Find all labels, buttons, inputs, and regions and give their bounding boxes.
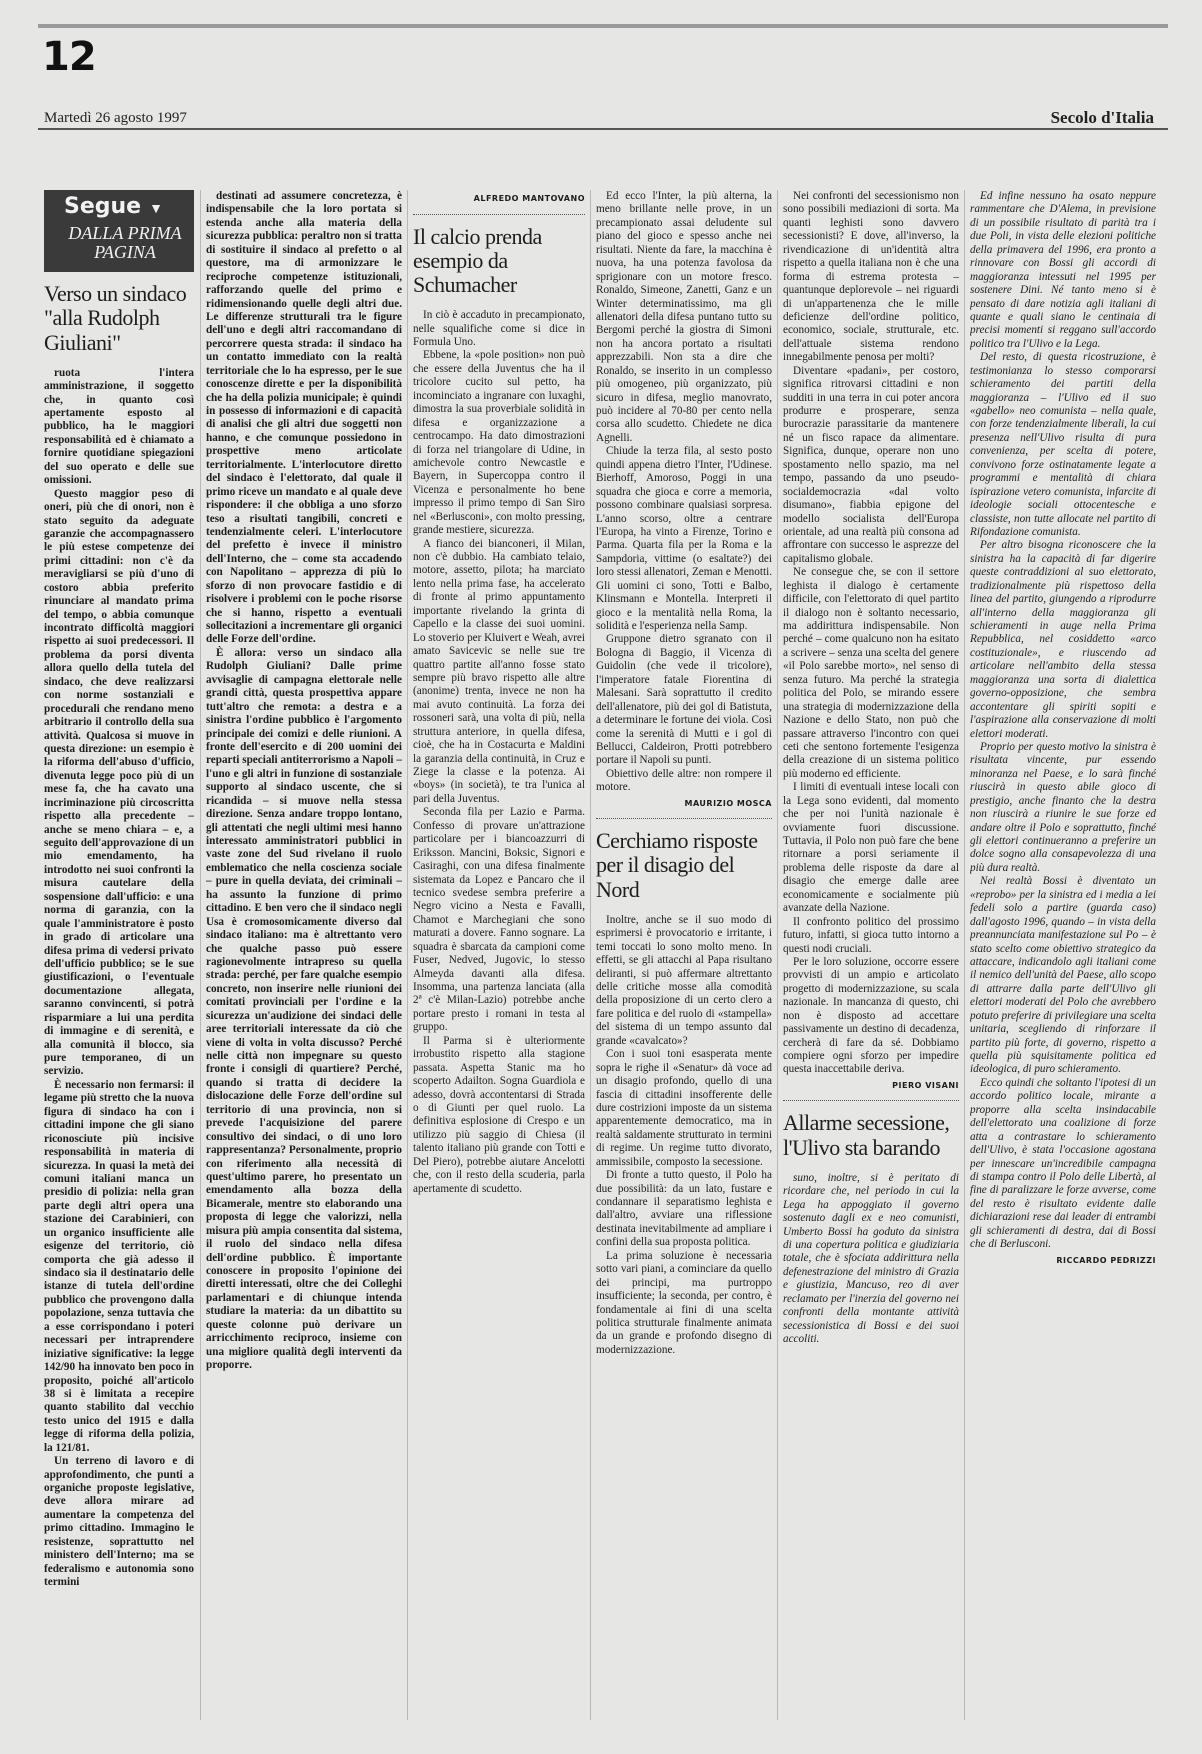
column-divider	[200, 190, 201, 1720]
article4-paragraph: Nei realtà Bossi è diventato un «reprobo» per la sinistra ed i media a lei fedeli solo a partire (guarda caso) dall'agosto 1996, quando – in vista della preannunciata manifestazione sul Po – è stato scelto come obiettivo strategico da attaccare, indicandolo agli italiani come il nemico dell'unità del Paese, allo scopo di attrarre dalla parte dell'Ulivo gli elettori moderati del Polo che avrebbero potuto preferire di privilegiare una scelta unitaria, scegliendo di rinforzare il partito più forte, di governo, rispetto a quella più squisitamente politica ed ideologica, di puro schieramento.	[970, 875, 1156, 1076]
article3-paragraph: Di fronte a tutto questo, il Polo ha due possibilità: da un lato, fustare e condannare il separatismo leghista e dall'altro, avviare una riflessione destinata inevitabilmente ad ampliare i confini della sua proposta politica.	[596, 1169, 772, 1249]
article2-paragraph: Chiude la terza fila, al sesto posto quindi appena dietro l'Inter, l'Udinese. Bierhoff, Amoroso, Poggi in una squadra che gioca e corre a memoria, possono combinare qualsiasi sorpresa. L'anno scorso, oltre a centrare l'Europa, ha vinto a Firenze, Torino e Parma. Quarta fila per la Roma e la Sampdoria, vittime (o esaltate?) dei loro stessi allenatori, Zeman e Menotti. Gli uomini ci sono, Totti e Balbo, Klinsmann e Montella. Interpreti il gioco e la mentalità nella Roma, la solidità e l'esperienza nella Samp.	[596, 445, 772, 632]
issue-date: Martedì 26 agosto 1997	[44, 110, 187, 126]
article2-paragraph: Ebbene, la «pole position» non può che essere della Juventus che ha il tricolore cucito sul petto, ha incominciato a ingranare con luxaghi, dimostra la sua proverbiale solidità in difesa e organizzazione a centrocampo. Ha dato dimostrazioni di forza nel triangolare di Udine, in amichevole contro Newcastle e Bayern, in Supercoppa contro il Vicenza e personalmente ho bene impresso il primo tempo di San Siro nel «Berlusconi», con molto pressing, grande mestiere, sicurezza.	[413, 349, 585, 537]
article2-paragraph: In ciò è accaduto in precampionato, nelle squalifiche come si dice in Formula Uno.	[413, 309, 585, 349]
article1-paragraph: È allora: verso un sindaco alla Rudolph Giuliani? Dalle prime avvisaglie di campagna elettorale nelle grandi città, questa prospettiva appare tutt'altro che remota: a destra e a sinistra l'ordine pubblico è l'argomento principale dei comizi e delle riunioni. A fronte dell'esercito e di 200 uomini dei reparti speciali antiterrorismo a Napoli – l'uno e gli altri in funzione di sostanziale supporto al sindaco uscente, che si ricandida – si muove nella stessa direzione. Senza andare troppo lontano, gli attentati che negli ultimi mesi hanno interessato amministratori pubblici in vaste zone del Sud rivelano il ruolo emblematico che nella coscienza sociale – pure in quella deviata, dei criminali – ha assunto la funzione di primo cittadino. E ben vero che il sindaco negli Usa è cromosomicamente diverso dal sindaco italiano: ma è altrettanto vero che qualche passo può essere ragionevolmente intrapreso su quella strada: perché, per fare qualche esempio concreto, non inserire nelle riunioni dei comitati provinciali per l'ordine e la sicurezza un'audizione dei sindaci delle aree territoriali interessate da ciò che viene di volta in volta discusso? Perché nelle città non impegnare su questo fronte i consigli di quartiere? Perché, quando si tratta di decidere la dislocazione delle Forze dell'ordine sul territorio di una provincia, non si prevede l'acquisizione del parere consultivo dei sindaci, o di uno loro rappresentanza? Personalmente, proprio con riferimento alla necessità di quest'ultimo parere, ho presentato un emendamento alla bozza della Bicamerale, mentre sto elaborando una proposta di legge che valorizzi, nella misura più ampia consentita dal sistema, il ruolo del sindaco nella difesa dell'ordine pubblico. È importante conoscere in proposito l'opinione dei diretti interessati, oltre che dei Colleghi parlamentari e di chiunque intenda studiare la materia: da un dibattito su queste colonne può derivare un arricchimento reciproco, insieme con una migliore qualità degli interventi da proporre.	[206, 646, 402, 1372]
article3-paragraph: La prima soluzione è necessaria sotto vari piani, a cominciare da quello dei principi, ma purtroppo insufficiente; la seconda, per contro, è fondamentale ai fini di una scelta politica strutturale finalmente animata da un grande e profondo disegno di modernizzazione.	[596, 1249, 772, 1356]
segue-box	[44, 190, 194, 272]
header-rule	[38, 128, 1168, 130]
article3-headline: Cerchiamo risposte per il disagio del Nord	[596, 828, 758, 902]
article4-paragraph: Ed infine nessuno ha osato neppure rammentare che D'Alema, in previsione di un possibile risultato di parità tra i due Poli, in vista delle elezioni politiche della primavera del 1996, era pronto a rinnovare con Bossi gli accordi di maggioranza intessuti nel 1995 per sostenere Dini. Né tanto meno si è pensato di dare notizia agli italiani di quante e quali siano le centinaia di precisi momenti si reggano sull'accordo politico tra l'Ulivo e la Lega.	[970, 190, 1156, 350]
article2-paragraph: Ed ecco l'Inter, la più alterna, la meno brillante nelle prove, in un precampionato assai deludente sul piano del gioco e spesso anche nei risultati. Niente da fare, la macchina è nuova, ha una potenza favolosa da sprigionare con un motore fresco. Ronaldo, Simeone, Zanetti, Ganz e un Winter determinatissimo, ma gli allenatori della difesa puntano tutto su Bergomi perché la giostra di Simoni non ha ancora portato a risultati apprezzabili. Non sta a dire che Ronaldo, se inserito in un complesso più omogeneo, più organizzato, più sicuro in difesa, meglio manovrato, può incidere al 70-80 per cento nella corsa allo scudetto. Chiedete ne dica Agnelli.	[596, 190, 772, 444]
article1-paragraph: Questo maggior peso di oneri, più che di onori, non è stato seguito da adeguate garanzie che accompagnassero le più estese competenze dei primi cittadini: non c'è da meravigliarsi se più d'uno di costoro abbia preferito rinunciare al mandato prima del tempo, o abbia comunque incontrato difficoltà maggiori rispetto ai suoi predecessori. Il problema da porsi diventa allora quello della tutela del sindaco, che deve realizzarsi con norme sostanziali e procedurali che rendano meno arbitrario il controllo della sua attività. Qualcosa si muove in questa direzione: un esempio è la riforma dell'abuso d'ufficio, divenuta legge poco più di un mese fa, che ha cavato una incriminazione più circoscritta rispetto alla precedente – anche se meno chiara – e, a seguito dell'approvazione di un mio emendamento, ha introdotto nei suoi confronti la misura cautelare della sospensione dall'ufficio: e una norma di garanzia, con la quale l'amministratore è posto in grado di articolare una difesa prima di vedersi privato dell'ufficio pubblico; se le sue giustificazioni, o l'eventuale documentazione allegata, saranno convincenti, si potrà risparmiare a lui una perdita di immagine e di serenità, e alla comunità il blocco, sia pure temporaneo, di un servizio.	[44, 487, 194, 1078]
dotted-rule	[783, 1100, 959, 1101]
article1-paragraph: ruota l'intera amministrazione, il soggetto che, in quanto così apertamente esposto al pubblico, ha le maggiori responsabilità ed è chiamato a fornire quotidiane spiegazioni del suo operato e delle sue omissioni.	[44, 366, 194, 487]
column-2	[206, 190, 402, 1720]
article1-author: ALFREDO MANTOVANO	[473, 194, 585, 203]
article3-paragraph: Diventare «padani», per costoro, significa ritrovarsi cittadini e non sudditi in una terra in cui poter ancora produrre e prosperare, senza burocrazie parassitarie da mantenere né un fisco rapace da alimentare. Significa, dunque, operare non uno spostamento nello spazio, ma nel tempo, passando da uno pseudo-socialdemocrazia «dal volto disumano», fiabbia epigone del modello socialista dell'Europa orientale, ad una realtà più consona ad affrontare con successo le asprezze del capitalismo globale.	[783, 364, 959, 565]
article1-paragraph: È necessario non fermarsi: il legame più stretto che la nuova figura di sindaco ha con i cittadini impone che gli siano riconosciute più incisive responsabilità in materia di sicurezza. In quasi la metà dei comuni italiani manca un presidio di polizia: nella gran parte degli altri opera una stazione dei Carabinieri, con un organico insufficiente alle esigenze del territorio, ciò comporta che già adesso il sindaco sia il destinatario delle istanze di tutela dell'ordine pubblico che provengono dalla popolazione, senza tuttavia che a esse corrispondano i poteri necessari per intraprendere iniziative significative: la legge 142/90 ha innovato ben poco in proposito, poiché all'articolo 38 si è limitata a recepire quanto stabilito dal vecchio testo unico del 1915 e dalla legge di riforma della polizia, la 121/81.	[44, 1078, 194, 1454]
column-3	[413, 190, 585, 1720]
article4-paragraph: Del resto, di questa ricostruzione, è testimonianza lo stesso comporarsi schieramento dei partiti della maggioranza – l'Ulivo ed il suo «gabello» neo comunista – nella quale, con forze tendenzialmente liberali, la cui presenza nell'Ulivo risulta di pura convenienza, per scelta di potere, convivono forze ostinatamente legate a programmi e mentalità di chiara ispirazione vetero comunista, infarcite di ideologie sociali ottocentesche e classiste, non tutte allocate nel partito di Rifondazione comunista.	[970, 351, 1156, 538]
article2-headline: Il calcio prenda esempio da Schumacher	[413, 223, 542, 297]
article3-paragraph: Inoltre, anche se il suo modo di esprimersi è provocatorio e irritante, i temi toccati lo sono molto meno. In effetti, se gli attacchi al Papa risultano deliranti, si può affermare altrettanto delle critiche mosse alla comodità della proposizione di un certo clero a fare politica e del ruolo di «stampella» del sistema di un tempo assunto dal grande «cavalcato»?	[596, 913, 772, 1047]
column-divider	[777, 190, 778, 1720]
article4-author: RICCARDO PEDRIZZI	[1056, 1255, 1156, 1265]
article2-paragraph: Seconda fila per Lazio e Parma. Confesso di provare un'attrazione particolare per i biancoazzurri di Eriksson. Mancini, Boksic, Signori e Casiraghi, con una difesa finalmente sistemata da Lopez e Pancaro che il tecnico svedese sembra preferire a Negro vicino a Nesta e Favalli, Chamot e Marchegiani che sono maturati a dovere. Fanno sognare. La squadra è sbarcata da campioni come Fuser, Nedved, Jugovic, lo stesso Almeyda davanti alla difesa. Insomma, una partenza lanciata (alla 2ª c'è Milan-Lazio) potrebbe anche portare presto i romani in testa al gruppo.	[413, 806, 585, 1034]
segue-subtitle: DALLA PRIMA PAGINA	[68, 223, 182, 263]
article3-paragraph: Nei confronti del secessionismo non sono possibili mediazioni di sorta. Ma quanti leghisti sono davvero secessionisti? E dove, all'inverso, la rivendicazione di un'identità altra rispetto a quella italiana non è che una forma di estrema protesta – quantunque deplorevole – nei riguardi di un'appartenenza che le mille deficienze dell'ordine politico, economico, sociale, strutturale, etc. dell'attuale sistema rendono innegabilmente penosa per molti?	[783, 190, 959, 364]
article2-paragraph: Gruppone dietro sgranato con il Bologna di Baggio, il Vicenza di Guidolin (che vede il tricolore), l'imperatore fatale Fiorentina di Malesani. Sarà soprattutto il credito dell'allenatore, più dei gol di Batistuta, a determinare le fortune dei viola. Così come la serenità di Mutti e i gol di Bellucci, Caldeiron, Protti potrebbero portare il Napoli su punti.	[596, 633, 772, 767]
article1-paragraph: Un terreno di lavoro e di approfondimento, che punti a organiche proposte legislative, deve allora mirare ad aumentare la competenza del primo cittadino. Immagino le resistenze, soprattutto nel ministero dell'Interno; ma se federalismo e autonomia sono termini	[44, 1455, 194, 1589]
masthead: Secolo d'Italia	[1050, 108, 1154, 127]
article3-author: PIERO VISANI	[892, 1080, 959, 1090]
article3-paragraph: I limiti di eventuali intese locali con la Lega sono evidenti, dal momento che per noi l'unità nazionale è ovviamente fuori discussione. Tuttavia, il Polo non può fare che bene ritornare a porsi seriamente il problema delle risposte da dare al disagio che emerge dalle aree economicamente e socialmente più avanzate della Nazione.	[783, 781, 959, 915]
column-4	[596, 190, 772, 1720]
article3-paragraph: Ne consegue che, se con il settore leghista il dialogo è certamente difficile, con l'elettorato di quel partito il dialogo non è soltanto necessario, ma addirittura indispensabile. Non perché – come qualcuno non ha esitato a scrivere – senza una scelta del genere «il Polo sarebbe morto», nel senso di senza futuro. Ma perché la strategia politica del Polo, se mirando essere una strategia di modernizzazione della Nazione e dello Stato, non può che passare attraverso l'incontro con quei ceti che sentono fortemente l'esigenza della creazione di un sistema politico più moderno ed efficiente.	[783, 566, 959, 780]
column-divider	[964, 190, 965, 1720]
dotted-rule	[596, 818, 772, 819]
article4-paragraph: Ecco quindi che soltanto l'ipotesi di un accordo politico locale, mirante a proporre alla scelta insindacabile dell'elettorato una coalizione di forze atta a contrastare lo schieramento dell'Ulivo, è stata l'occasione agostana per innescare un'incredibile campagna di stampa contro il Polo delle Libertà, al fine di paralizzare le forze avverse, come del resto è risultato evidente dalle dichiarazioni rese dai leader di entrambi gli schieramenti di destra, dai di Bossi che di Berlusconi.	[970, 1076, 1156, 1251]
article4-headline: Allarme secessione, l'Ulivo sta barando	[783, 1110, 950, 1160]
down-triangle-icon: ▼	[149, 202, 163, 217]
column-divider	[590, 190, 591, 1720]
article3-paragraph: Il confronto politico del prossimo futuro, infatti, si gioca tutto intorno a questi nodi cruciali.	[783, 915, 959, 955]
article3-paragraph: Per le loro soluzione, occorre essere provvisti di un ampio e articolato progetto di modernizzazione, su scala nazionale. In mancanza di questo, chi non è disposto ad accettare passivamente un destino di decadenza, cercherà di fare da sé. Dobbiamo compiere ogni sforzo per impedire questa inaccettabile deriva.	[783, 955, 959, 1076]
top-rule	[38, 24, 1168, 28]
article1-paragraph: destinati ad assumere concretezza, è indispensabile che la loro portata si estenda anche alla materia della sicurezza pubblica: peraltro non si tratta di sostituire il sindaco al prefetto o al questore, ma di armonizzare le reciproche competenze istituzionali, rafforzando quelle del primo e ridimensionando quelle degli altri due. Le differenze strutturali tra le figure dell'uno e degli altri raccomandano di percorrere questa strada: il sindaco ha un contatto immediato con la realtà territoriale che lo ha espresso, per le sue conoscenze dirette e per la disponibilità che ha della polizia municipale; è quindi in possesso di informazioni e di capacità di analisi che gli altri due soggetti non hanno, e che comunque possiedono in prospettive meno articolate territorialmente. L'interlocutore diretto del sindaco è l'elettorato, dal quale il primo riceve un mandato e al quale deve rispondere: il che obbliga a uno sforzo teso a risultati tangibili, concreti e tendenzialmente celeri. L'interlocutore del prefetto è invece il ministro dell'Interno, che – come sta accadendo con Napolitano – apprezza di più lo sforzo di non provocare fastidio e di risolvere i problemi con le poche risorse che si hanno, rispetto a eventuali sollecitazioni a incrementare gli organici delle Forze dell'ordine.	[206, 190, 402, 646]
article4-paragraph: suno, inoltre, si è peritato di ricordare che, nel periodo in cui la Lega ha appoggiato il governo sostenuto dagli ex e neo comunisti, Umberto Bossi ha goduto da sinistra di una copertura politica e giudiziaria totale, che è sfociata addirittura nella defenestrazione del ministro di Grazia e giustizia, Mancuso, reo di aver reclamato per l'inerzia del governo nei confronti della montante attività secessionistica di Bossi e dei suoi accoliti.	[783, 1171, 959, 1346]
column-1	[44, 190, 194, 1720]
article2-paragraph: Obiettivo delle altre: non rompere il motore.	[596, 767, 772, 794]
article1-headline: Verso un sindaco "alla Rudolph Giuliani"	[44, 281, 187, 355]
page-number: 12	[42, 34, 96, 80]
article2-author: MAURIZIO MOSCA	[684, 798, 772, 808]
dotted-rule	[413, 214, 585, 215]
column-5	[783, 190, 959, 1720]
article4-paragraph: Proprio per questo motivo la sinistra è risultata vincente, pur essendo minoranza nel Paese, e lo sarà finché riuscirà in questo abile gioco di prestigio, anche finanto che la destra non riuscirà a riunire le sue forze ed andare oltre il Polo e soprattutto, finché gli elettori continueranno a preferire un dolce sogno alla consapevolezza di una più dura realtà.	[970, 740, 1156, 874]
article2-paragraph: A fianco dei bianconeri, il Milan, non c'è dubbio. Ha cambiato telaio, motore, assetto, pilota; ha marciato lento nella prima fase, ha accelerato di fronte al primo appuntamento importante rivelando la grinta di Capello e la classe dei suoi uomini. Lo stoverio per Kluivert e Weah, avrei amato Savicevic se nelle sue tre quattro partite all'anno fosse stato sempre più bravo rispetto alle altre (anonime) trenta, invece ne non ha mai avuto continuità. La forza dei rossoneri sarà, una volta di più, nella struttura anteriore, in quella difesa, cioè, che ha in Costacurta e Maldini la garanzia della continuità, in Cruz e Ziege la classe e la potenza. Ai «boys» (in società), te tra l'unica al pari della Juventus.	[413, 537, 585, 805]
column-6	[970, 190, 1156, 1720]
article2-paragraph: Il Parma si è ulteriormente irrobustito rispetto alla stagione passata. Aspetta Stanic ma ho scoperto Adailton. Sogna Guardiola e adesso, dovrà accontentarsi di Strada o di Giunti per quel ruolo. La definitiva esplosione di Crespo e un utilizzo più saggio di Chiesa (il talento italiano più grande con Totti e Del Piero), potrebbe aiutare Ancelotti che, con il resto della scuderia, parla apertamente di scudetto.	[413, 1034, 585, 1195]
article3-paragraph: Con i suoi toni esasperata mente sopra le righe il «Senatur» dà voce ad un disagio profondo, quello di una fascia di cittadini insofferente delle dure costrizioni imposte da un sistema apparentemente democratico, ma in realtà saldamente strutturato in termini di regime. Un regime tutto divorato, ammissibile, composto la secessione.	[596, 1048, 772, 1168]
column-divider	[407, 190, 408, 1720]
article4-paragraph: Per altro bisogna riconoscere che la sinistra ha la capacità di far digerire queste contraddizioni al suo elettorato, tradizionalmente più rispettoso della linea del partito, giungendo a riprodurre all'interno della maggioranza gli schieramenti in auge nella Prima Repubblica, nel cosiddetto «arco costituzionale», e riuscendo ad articolare nell'ambito della stessa maggioranza una sorta di dialettica governo-opposizione, che sembra accontentare gli spiriti sopiti e l'aspirazione alla conservazione di molti elettori moderati.	[970, 539, 1156, 740]
segue-label: Segue	[64, 194, 142, 219]
